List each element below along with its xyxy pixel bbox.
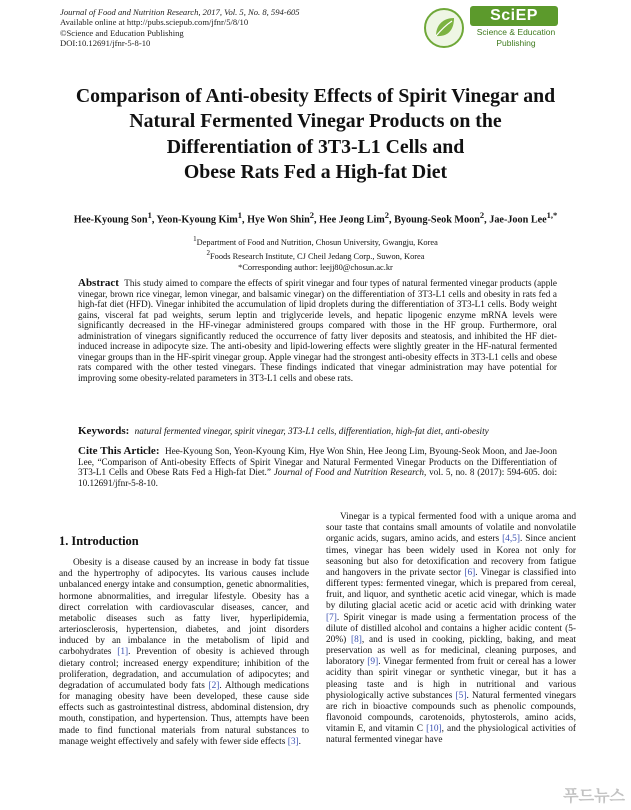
- abstract: [78, 278, 557, 383]
- title-line: Comparison of Anti-obesity Effects of Spirit Vinegar and: [75, 85, 556, 107]
- watermark-text: 푸드뉴스: [563, 788, 625, 805]
- online-url-line[interactable]: Available online at http://pubs.sciepub.com/jfnr/5/8/10: [60, 17, 249, 28]
- citation-ref-link[interactable]: [10]: [426, 724, 442, 735]
- body-text: . Although medications for managing obesity have been developed, these cause side effects such as gastrointestinal distress, abdominal distension, dry mouth, constipation, and hypertension. Thus, attempts have been made to find functional materials from natural substances to manage weight effectively and safely with fewer side effects: [59, 680, 309, 747]
- affiliation-text: Foods Research Institute, CJ Cheil Jedang Corp., Suwon, Korea: [210, 252, 425, 262]
- body-text: . Natural fermented vinegars are rich in bioactive compounds such as phenolic compounds, flavonoid compounds, carotenoids, phytosterols, amino acids, vitamin E, and vitamin C: [326, 690, 576, 735]
- intro-paragraph-1: [59, 558, 309, 748]
- logo-wordmark: SciEP: [470, 6, 558, 26]
- keywords-text: natural fermented vinegar, spirit vinegar, 3T3-L1 cells, differentiation, high-fat diet, anti-obesity: [134, 426, 489, 436]
- affiliation-text: Department of Food and Nutrition, Chosun University, Gwangju, Korea: [196, 237, 438, 247]
- title-line: Differentiation of 3T3-L1 Cells and: [166, 135, 465, 158]
- citation-ref-link[interactable]: [8]: [351, 634, 362, 645]
- journal-header: [60, 7, 300, 48]
- body-text: . Since ancient times, vinegar has been widely used in Korea not only for seasoning but also for detoxification and recovery from fatigue and hangovers in the private sector: [326, 534, 576, 578]
- abstract-label: Abstract: [78, 277, 119, 289]
- cite-this-article: [78, 446, 557, 488]
- author-name: Hye Won Shin: [247, 214, 310, 226]
- globe-leaf-icon: [424, 8, 464, 48]
- keywords-label: Keywords:: [78, 425, 130, 437]
- section-heading-introduction: 1. Introduction: [59, 534, 139, 548]
- citation-ref-link[interactable]: [7]: [326, 612, 337, 623]
- logo-subtitle-line-2: Publishing: [496, 38, 536, 48]
- corresponding-author-line: [60, 263, 571, 274]
- body-text: Vinegar is a typical fermented food with a unique aroma and sour taste that contains small amounts of volatile and nonvolatile organic acids, sugars, amino acids, and esters: [326, 512, 576, 545]
- author-name: Yeon-Kyoung Kim: [156, 214, 238, 226]
- cite-tail: , vol. 5, no. 8 (2017): 594-605. doi: 10.12691/jfnr-5-8-10.: [78, 467, 558, 488]
- body-text: . Vinegar is classified into different types: fermented vinegar, which is prepared from cereal, fruit, and liquor, and synthetic acetic acid vinegar, which is made by diluting glacial acetic acid or acetic acid with drinking water: [326, 567, 576, 612]
- citation-ref-link[interactable]: [2]: [208, 680, 220, 691]
- citation-ref-link[interactable]: [1]: [117, 647, 129, 658]
- copyright-line: ©Science and Education Publishing: [60, 27, 184, 38]
- body-text: , and the physiological activities of natural fermented vinegar have: [326, 724, 576, 746]
- doi-line: DOI:10.12691/jfnr-5-8-10: [60, 37, 151, 48]
- affiliation-mark: 1: [193, 235, 197, 243]
- intro-paragraph-2: [326, 512, 576, 747]
- author-name: Byoung-Seok Moon: [394, 214, 480, 226]
- citation-ref-link[interactable]: [3]: [287, 736, 299, 747]
- citation-ref-link[interactable]: [4,5]: [502, 534, 520, 545]
- affiliation-mark: *: [238, 262, 243, 272]
- author-affiliation-mark: 2: [479, 210, 485, 220]
- body-text: .: [298, 736, 301, 747]
- author-affiliation-mark: 2: [309, 210, 315, 220]
- cite-text: Hee-Kyoung Son, Yeon-Kyoung Kim, Hye Won Shin, Hee Jeong Lim, Byoung-Seok Moon, and Jae-Joon Lee, “Comparison of Anti-obesity Effects of Spirit Vinegar and Natural Fermented Vinegar Products on the Differentiation of 3T3-L1 Cells and Obese Rats Fed a High-fat Diet.”: [78, 446, 558, 478]
- body-text: . Vinegar fermented from fruit or cereal has a lower acidity than spirit vinegar or synthetic vinegar, but it has a pleasing taste and is high in nutritional and various physiologically active substances: [326, 657, 576, 701]
- journal-citation-line: Journal of Food and Nutrition Research, 2017, Vol. 5, No. 8, 594-605: [60, 7, 300, 17]
- abstract-text: This study aimed to compare the effects of spirit vinegar and four types of natural fermented vinegar products (apple vinegar, brown rice vinegar, lemon vinegar, and balsamic vinegar) on the differentiation of 3T3-L1 cells and obesity in rats fed a high-fat diet (HFD). Vinegar inhibited the accumulation of lipid droplets during the differentiation of 3T3-L1 cells. Body weight gains, visceral fat pad weights, serum leptin and triglyceride levels, and hepatic lipogenic enzyme mRNA levels were significantly decreased in the HF-vinegar administered groups compared with those in the HF group. Furthermore, oral administration of vinegars significantly reduced the occurrence of fatty liver deposits and steatosis, and inhibited the HF diet-induced increase in adipocyte size. The anti-obesity and lipid-lowering effects were slightly greater in the HF-natural fermented vinegar groups than in the HF-spirit vinegar group. Apple vinegar had the strongest anti-obesity effects in 3T3-L1 cells and obese rats compared with the other tested vinegars. These findings indicated that vinegar administration may have potential for improving some obesity-related parameters in 3T3-L1 cells and obese rats.: [78, 278, 557, 383]
- affiliation-line: [60, 234, 571, 248]
- title-line: Natural Fermented Vinegar Products on the: [129, 110, 502, 133]
- author-name: Hee Jeong Lim: [319, 214, 385, 226]
- author-affiliation-mark: 1: [147, 210, 152, 220]
- author-affiliation-mark: 2: [384, 210, 390, 220]
- author-name: Hee-Kyoung Son: [73, 214, 148, 226]
- author-affiliation-mark: 1,*: [546, 210, 558, 220]
- column-left: [59, 512, 309, 748]
- logo-subtitle-line-1: Science & Education: [476, 27, 556, 37]
- body-text: Obesity is a disease caused by an increase in body fat tissue and the hypertrophy of adipocytes. Its various causes include unbalanced energy intake and consumption, genetic abnormalities, hormone abnormalities, and irregular lifestyle. Obesity has a direct correlation with cardiovascular diseases, cancer, and metabolic diseases such as fatty liver, hyperlipidemia, arteriosclerosis, hypertension, diabetes, and joint disorders induced by an imbalance in the metabolism of lipid and carbohydrates: [59, 558, 309, 658]
- cite-journal-name: Journal of Food and Nutrition Research: [273, 467, 425, 478]
- affiliation-mark: 2: [206, 249, 211, 258]
- citation-ref-link[interactable]: [6]: [464, 567, 476, 578]
- logo-subtitle: [466, 27, 566, 49]
- author-name: Jae-Joon Lee: [489, 214, 547, 226]
- sciep-logo: [424, 6, 574, 54]
- body-text: , and is used in cooking, pickling, baking, and meat preservation as well as for medicinal, cleaning purposes, and laboratory: [326, 634, 576, 668]
- title-line: Obese Rats Fed a High-fat Diet: [183, 161, 448, 184]
- author-list: Hee-Kyoung Son$^1$, Yeon-Kyoung Kim$^1$, Hye Won Shin$^2$, Hee Jeong Lim$^2$, Byoung-Seok Moon$^2$, Jae-Joon Lee$^{1,*}$: [73, 210, 558, 226]
- body-text: . Prevention of obesity is achieved through dietary control; increased energy expenditure; inhibition of the proliferation, degradation, and accumulation of adipocytes; and degradation of accumulated body fats: [59, 647, 309, 691]
- body-text: . Spirit vinegar is made using a fermentation process of the dilute of distilled alcohol and contains a higher acidic content (5-20%): [326, 612, 576, 645]
- author-affiliation-mark: 1: [237, 210, 243, 220]
- citation-ref-link[interactable]: [5]: [455, 690, 467, 701]
- affiliation-line: [60, 248, 571, 262]
- cite-label: Cite This Article:: [78, 445, 160, 457]
- keywords: [78, 426, 557, 437]
- corresponding-author-text[interactable]: Corresponding author: leejj80@chosun.ac.kr: [242, 262, 393, 272]
- paper-title: [40, 84, 591, 186]
- column-right: [326, 512, 576, 747]
- leaf-icon: [426, 10, 462, 46]
- citation-ref-link[interactable]: [9]: [367, 657, 379, 668]
- affiliations: [60, 234, 571, 273]
